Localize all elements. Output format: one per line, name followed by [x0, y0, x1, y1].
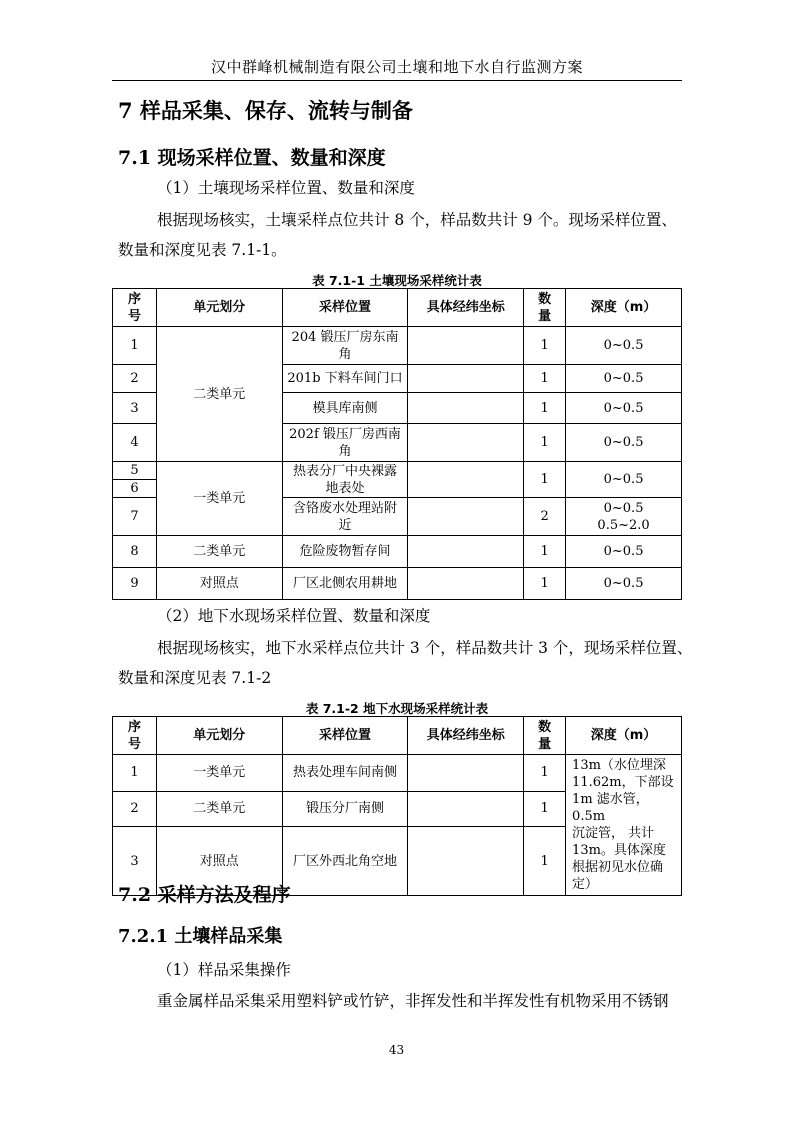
- soil-paragraph-line2: 数量和深度见表 7.1-1。: [118, 241, 287, 259]
- cell-coords: [408, 536, 524, 568]
- soil-subtitle: （1）土壤现场采样位置、数量和深度: [157, 179, 415, 197]
- cell-coords: [408, 827, 524, 896]
- operation-paragraph: 重金属样品采集采用塑料铲或竹铲，非挥发性和半挥发性有机物采用不锈钢: [157, 992, 669, 1010]
- cell-location: 热表处理车间南侧: [282, 755, 408, 792]
- cell-unit: 对照点: [156, 827, 282, 896]
- col-header-coords: 具体经纬坐标: [408, 717, 524, 755]
- cell-no: 9: [113, 568, 157, 600]
- col-header-depth: 深度（m）: [566, 717, 682, 755]
- col-header-location: 采样位置: [282, 717, 408, 755]
- cell-depth: 0~0.5: [566, 462, 682, 498]
- cell-qty: 1: [524, 827, 566, 896]
- cell-unit: 对照点: [156, 568, 282, 600]
- cell-no: 2: [113, 365, 157, 393]
- cell-depth: 0~0.5: [566, 568, 682, 600]
- soil-paragraph-line1: 根据现场核实，土壤采样点位共计 8 个，样品数共计 9 个。现场采样位置、: [157, 211, 677, 229]
- operation-subtitle: （1）样品采集操作: [157, 961, 291, 979]
- cell-depth: 0~0.5: [566, 327, 682, 365]
- cell-qty: 1: [524, 536, 566, 568]
- cell-depth: 0~0.5: [566, 424, 682, 462]
- cell-no: 7: [113, 498, 157, 536]
- cell-location: 201b 下料车间门口: [282, 365, 408, 393]
- col-header-no: 序 号: [113, 289, 157, 327]
- cell-coords: [408, 498, 524, 536]
- col-header-coords: 具体经纬坐标: [408, 289, 524, 327]
- cell-coords: [408, 327, 524, 365]
- cell-coords: [408, 462, 524, 498]
- table-row: [113, 568, 682, 600]
- groundwater-sampling-table: [112, 716, 682, 896]
- section-7-2-heading: 7.2 采样方法及程序: [118, 884, 291, 906]
- cell-location: 厂区北侧农用耕地: [282, 568, 408, 600]
- cell-location: 热表分厂中央裸露 地表处: [282, 462, 408, 498]
- cell-no: 3: [113, 827, 157, 896]
- col-header-unit: 单元划分: [156, 717, 282, 755]
- table-row: [113, 462, 682, 480]
- cell-unit: 二类单元: [156, 791, 282, 827]
- cell-qty: 2: [524, 498, 566, 536]
- cell-depth: 0~0.5: [566, 393, 682, 424]
- cell-qty: 1: [524, 755, 566, 792]
- cell-no: 1: [113, 327, 157, 365]
- cell-no: 8: [113, 536, 157, 568]
- table1-caption: 表 7.1-1 土壤现场采样统计表: [312, 273, 482, 288]
- cell-qty: 1: [524, 424, 566, 462]
- cell-location: 锻压分厂南侧: [282, 791, 408, 827]
- cell-coords: [408, 791, 524, 827]
- cell-qty: 1: [524, 365, 566, 393]
- cell-no: 5: [113, 462, 157, 480]
- cell-unit: 一类单元: [156, 755, 282, 792]
- cell-qty: 1: [524, 462, 566, 498]
- gw-paragraph-line2: 数量和深度见表 7.1-2: [118, 669, 272, 687]
- cell-unit: 二类单元: [156, 327, 282, 462]
- table-row: [113, 327, 682, 365]
- section-7-1-heading: 7.1 现场采样位置、数量和深度: [118, 147, 386, 169]
- cell-depth-note: 13m（水位埋深 11.62m，下部设 1m 滤水管，0.5m 沉淀管， 共计 13m。具体深度 根据初见水位确 定）: [566, 755, 682, 896]
- cell-coords: [408, 365, 524, 393]
- cell-no: 2: [113, 791, 157, 827]
- page-header: 汉中群峰机械制造有限公司土壤和地下水自行监测方案: [210, 58, 583, 76]
- cell-coords: [408, 393, 524, 424]
- cell-depth: 0~0.5: [566, 365, 682, 393]
- cell-location: 202f 锻压厂房西南 角: [282, 424, 408, 462]
- col-header-no: 序 号: [113, 717, 157, 755]
- cell-no: 1: [113, 755, 157, 792]
- cell-no: 3: [113, 393, 157, 424]
- table-row: [113, 536, 682, 568]
- page-number: 43: [388, 1043, 405, 1057]
- cell-location: 厂区外西北角空地: [282, 827, 408, 896]
- gw-paragraph-line1: 根据现场核实，地下水采样点位共计 3 个，样品数共计 3 个，现场采样位置、: [157, 639, 693, 657]
- cell-location: 危险废物暂存间: [282, 536, 408, 568]
- cell-coords: [408, 755, 524, 792]
- cell-qty: 1: [524, 568, 566, 600]
- cell-qty: 1: [524, 791, 566, 827]
- col-header-depth: 深度（m）: [566, 289, 682, 327]
- col-header-unit: 单元划分: [156, 289, 282, 327]
- cell-unit: 一类单元: [156, 462, 282, 536]
- cell-qty: 1: [524, 327, 566, 365]
- gw-subtitle: （2）地下水现场采样位置、数量和深度: [157, 607, 431, 625]
- cell-coords: [408, 424, 524, 462]
- table2-caption: 表 7.1-2 地下水现场采样统计表: [305, 701, 489, 716]
- cell-location: 204 锻压厂房东南 角: [282, 327, 408, 365]
- cell-location: 模具库南侧: [282, 393, 408, 424]
- cell-coords: [408, 568, 524, 600]
- section-7-heading: 7 样品采集、保存、流转与制备: [118, 98, 413, 123]
- header-divider: [112, 80, 682, 81]
- col-header-location: 采样位置: [282, 289, 408, 327]
- table-row: [113, 755, 682, 792]
- section-7-2-1-heading: 7.2.1 土壤样品采集: [118, 926, 283, 947]
- cell-depth: 0~0.5 0.5~2.0: [566, 498, 682, 536]
- cell-location: 含铬废水处理站附 近: [282, 498, 408, 536]
- cell-no: 4: [113, 424, 157, 462]
- col-header-qty: 数 量: [524, 289, 566, 327]
- cell-unit: 二类单元: [156, 536, 282, 568]
- cell-depth: 0~0.5: [566, 536, 682, 568]
- cell-qty: 1: [524, 393, 566, 424]
- cell-no: 6: [113, 480, 157, 498]
- soil-sampling-table: [112, 288, 682, 600]
- col-header-qty: 数 量: [524, 717, 566, 755]
